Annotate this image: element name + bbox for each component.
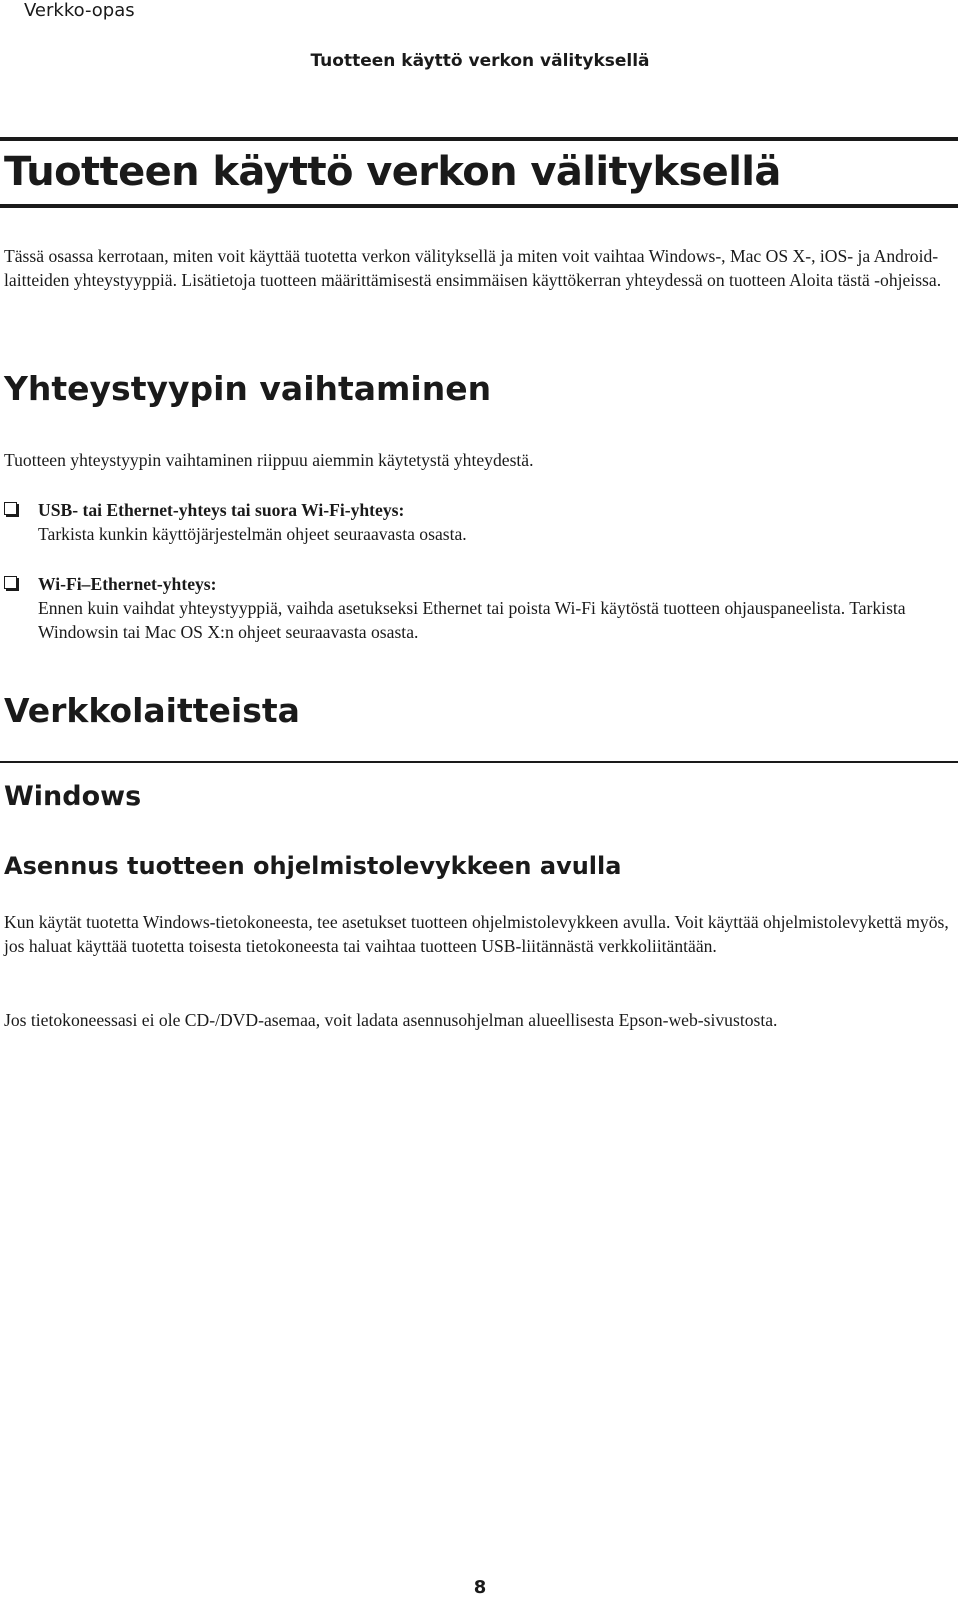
intro-paragraph: Tässä osassa kerrotaan, miten voit käyttää tuotetta verkon välityksellä ja miten voit vaihtaa Windows-, Mac OS X-, iOS- ja Android-laitteiden yhteystyyppiä. Lisätietoja tuotteen määrittämisestä ensimmäisen käyttökerran yhteydessä on tuotteen Aloita tästä -ohjeissa. <box>4 246 942 290</box>
list-item-text: Ennen kuin vaihdat yhteystyyppiä, vaihda asetukseksi Ethernet tai poista Wi-Fi käytöstä tuotteen ohjauspaneelista. Tarkista Windowsin tai Mac OS X:n ohjeet seuraavasta osasta. <box>38 598 906 642</box>
body-paragraph: Kun käytät tuotetta Windows-tietokoneesta, tee asetukset tuotteen ohjelmistolevykkeen avulla. Voit käyttää ohjelmistolevykettä myös, jos haluat käyttää tuotetta toisesta tietokoneesta tai vaihtaa tuotteen USB-liitännästä verkkoliitäntään. <box>4 912 949 956</box>
checkbox-bullet-icon <box>4 576 17 589</box>
checkbox-bullet-icon <box>4 502 17 515</box>
connection-intro: Tuotteen yhteystyypin vaihtaminen riippuu aiemmin käytetystä yhteydestä. <box>4 450 534 470</box>
page-title: Tuotteen käyttö verkon välityksellä <box>4 149 781 195</box>
title-rule-bottom <box>0 204 958 208</box>
page-number: 8 <box>473 1577 487 1598</box>
list-item-title: Wi-Fi–Ethernet-yhteys: <box>38 574 217 594</box>
section-heading-connection: Yhteystyypin vaihtaminen <box>4 369 492 408</box>
title-rule-top <box>0 137 958 141</box>
body-paragraph: Jos tietokoneessasi ei ole CD-/DVD-asemaa, voit ladata asennusohjelman alueellisesta Epson-web-sivustosta. <box>4 1010 778 1030</box>
list-item-text: Tarkista kunkin käyttöjärjestelmän ohjeet seuraavasta osasta. <box>38 524 467 544</box>
subsubsection-heading: Asennus tuotteen ohjelmistolevykkeen avulla <box>4 852 622 880</box>
subsection-heading-windows: Windows <box>4 781 142 812</box>
guide-name: Verkko-opas <box>24 0 135 21</box>
running-title: Tuotteen käyttö verkon välityksellä <box>310 51 650 71</box>
section-heading-devices: Verkkolaitteista <box>4 691 300 730</box>
list-item-title: USB- tai Ethernet-yhteys tai suora Wi-Fi-yhteys: <box>38 500 405 520</box>
subsection-rule <box>0 761 958 763</box>
